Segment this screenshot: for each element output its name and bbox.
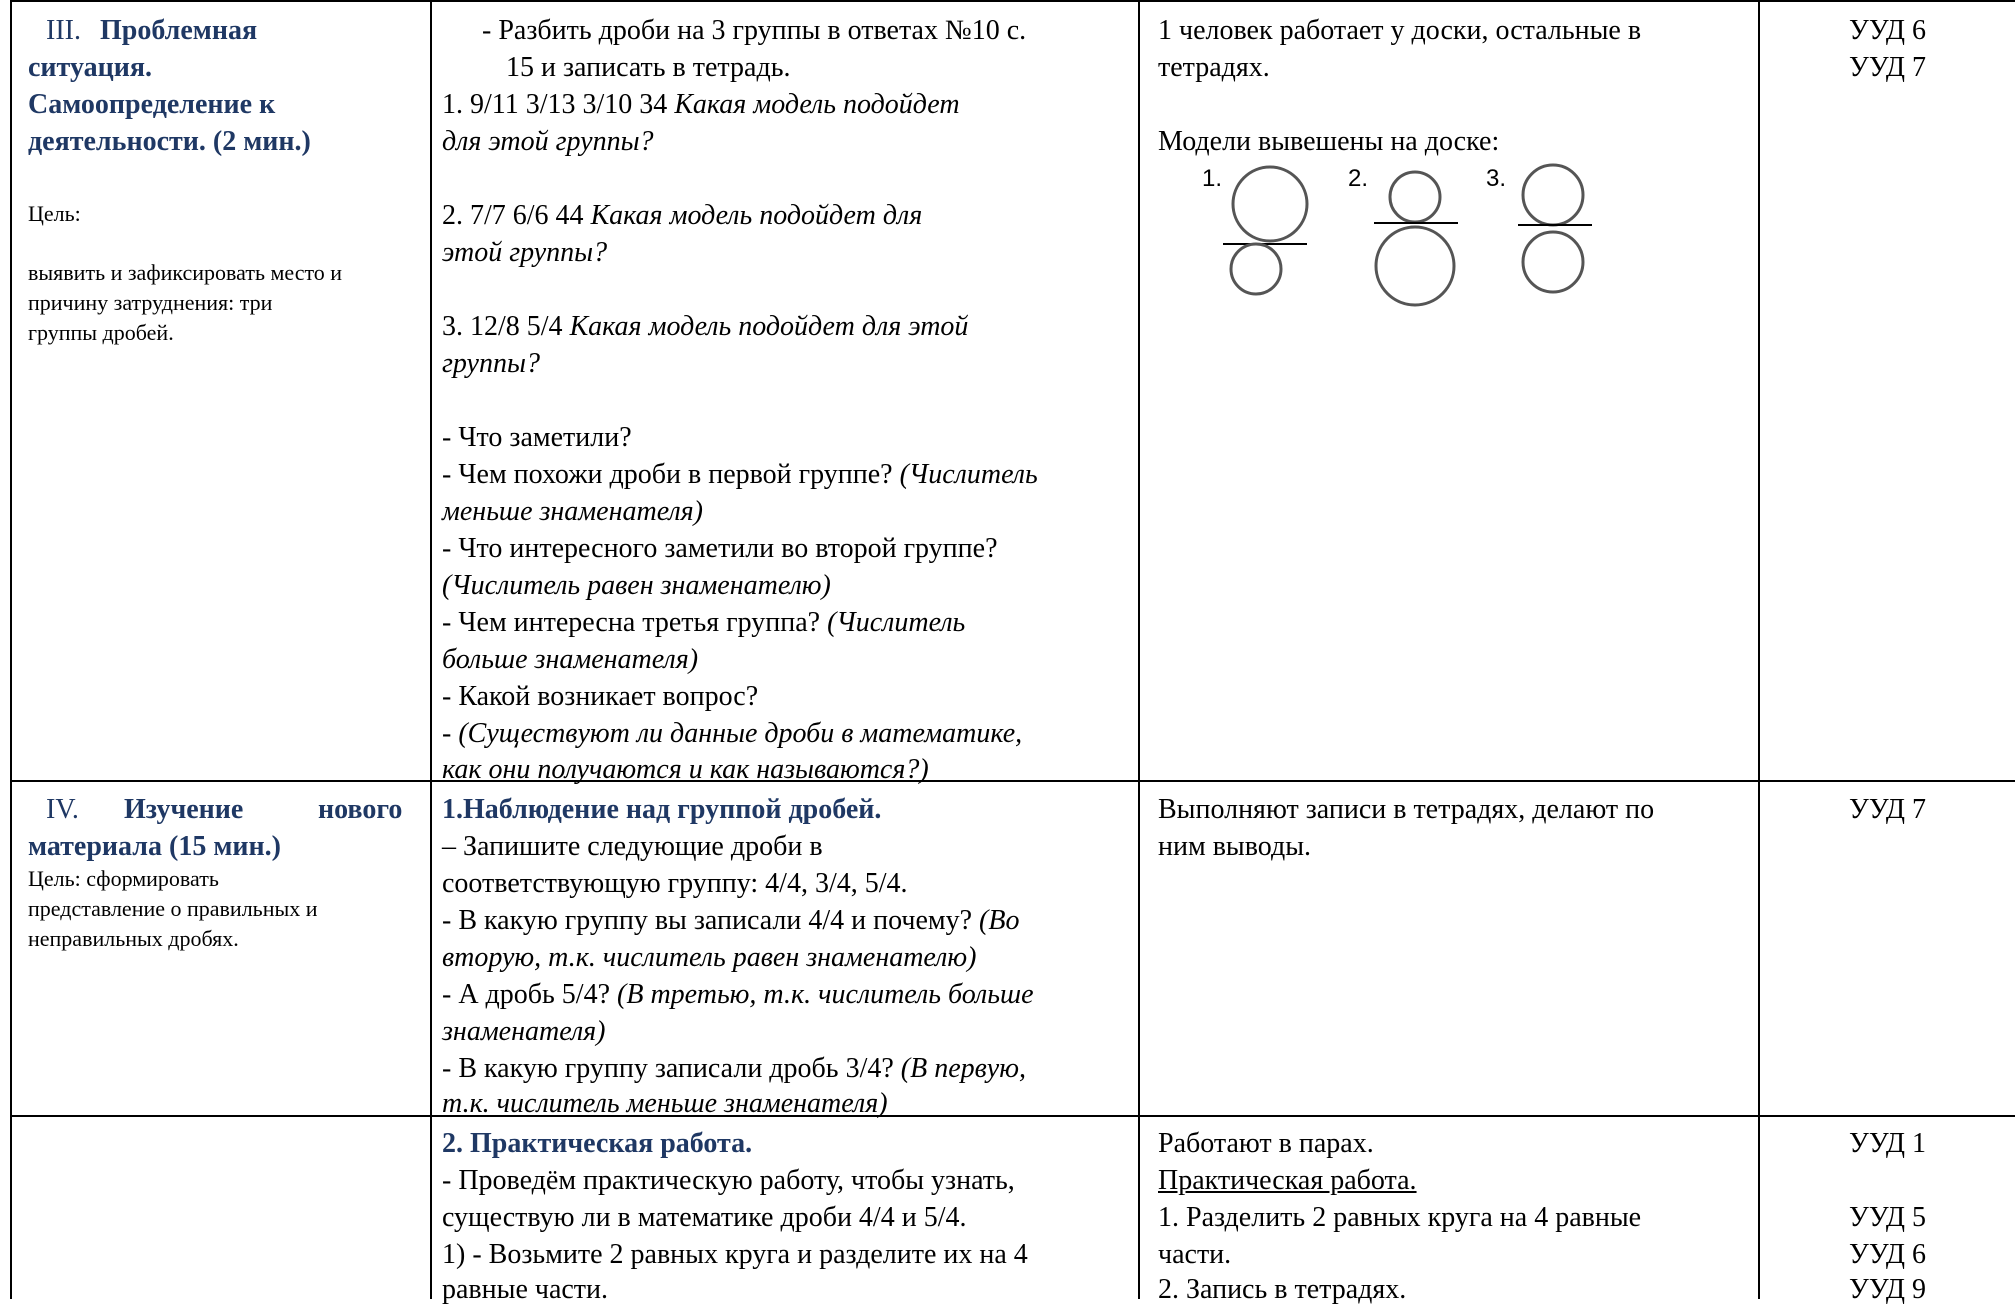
numerator-circle: [1523, 165, 1583, 225]
group-1-fractions: 1. 9/11 3/13 3/10 34: [442, 89, 675, 120]
answer-text: (Числитель: [899, 459, 1038, 490]
denominator-circle: [1376, 227, 1454, 305]
answer-text: вторую, т.к. числитель равен знаменателю): [442, 942, 977, 973]
uud-code: УУД 6: [1849, 1239, 1926, 1270]
practice-title: Практическая работа.: [1158, 1165, 1417, 1196]
table-border-left: [10, 0, 12, 1299]
model-label: 3.: [1486, 165, 1507, 192]
denominator-circle: [1231, 244, 1281, 294]
task-line: - Разбить дроби на 3 группы в ответах №10 с.: [482, 15, 1027, 46]
uud-code: УУД 7: [1849, 794, 1926, 825]
fraction-model-1: [1215, 160, 1325, 310]
model-label: 1.: [1202, 165, 1223, 192]
row-divider-1: [10, 780, 2015, 782]
numerator-circle: [1233, 167, 1307, 241]
task-line: существую ли в математике дроби 4/4 и 5/4.: [442, 1202, 967, 1233]
goal-text-line: Цель: сформировать: [28, 866, 219, 891]
task-line: 1) - Возьмите 2 равных круга и разделите их на 4: [442, 1239, 1028, 1270]
question-line: - Что заметили?: [442, 422, 632, 453]
group-2-fractions: 2. 7/7 6/6 44: [442, 200, 591, 231]
students-text-line: 2. Запись в тетрадях.: [1158, 1274, 1407, 1305]
question-line: [442, 609, 965, 637]
stage-number: IV.: [46, 794, 79, 825]
goal-text-line: группы дробей.: [28, 320, 174, 345]
group-3-fractions: 3. 12/8 5/4: [442, 311, 570, 342]
answer-text: (Числитель равен знаменателю): [442, 570, 831, 601]
column-divider-1: [430, 0, 432, 1299]
question-line: - Какой возникает вопрос?: [442, 681, 759, 712]
goal-text-line: причину затруднения: три: [28, 290, 273, 315]
models-caption: Модели вывешены на доске:: [1158, 126, 1500, 157]
answer-text: меньше знаменателя): [442, 496, 703, 527]
group-3-question: Какая модель подойдет для этой: [569, 311, 969, 342]
uud-code: УУД 9: [1849, 1274, 1926, 1305]
answer-text: (В третью, т.к. числитель больше: [617, 979, 1034, 1010]
students-text-line: части.: [1158, 1239, 1232, 1270]
answer-text: - (Существуют ли данные дроби в математике,: [442, 718, 1023, 749]
uud-code: УУД 7: [1849, 52, 1926, 83]
students-text-line: тетрадях.: [1158, 52, 1270, 83]
task-line: – Запишите следующие дроби в: [442, 831, 823, 862]
goal-label: Цель:: [28, 201, 81, 226]
goal-text-line: неправильных дробях.: [28, 926, 239, 951]
stage-title-line: ситуация.: [28, 52, 152, 83]
question-text: - В какую группу вы записали 4/4 и почему?: [442, 905, 980, 936]
answer-text: (Числитель: [827, 607, 966, 638]
students-text-line: 1 человек работает у доски, остальные в: [1158, 15, 1642, 46]
group-2-question-cont: этой группы?: [442, 237, 608, 268]
group-1-line: [442, 91, 960, 119]
stage-title-word: нового: [318, 794, 403, 825]
group-3-question-cont: группы?: [442, 348, 540, 379]
stage-number: III.: [46, 15, 81, 46]
students-text-line: Работают в парах.: [1158, 1128, 1374, 1159]
section-heading: 1.Наблюдение над группой дробей.: [442, 794, 882, 825]
answer-text: как они получаются и как называются?): [442, 754, 929, 785]
question-text: - А дробь 5/4?: [442, 979, 618, 1010]
group-3-line: [442, 313, 968, 341]
stage-title-line: материала (15 мин.): [28, 831, 281, 862]
students-text-line: 1. Разделить 2 равных круга на 4 равные: [1158, 1202, 1642, 1233]
question-line: [442, 1055, 1026, 1083]
uud-code: УУД 1: [1849, 1128, 1926, 1159]
answer-text: (Во: [979, 905, 1020, 936]
column-divider-3: [1758, 0, 1760, 1299]
goal-text-line: представление о правильных и: [28, 896, 318, 921]
students-text-line: ним выводы.: [1158, 831, 1312, 862]
group-2-line: [442, 202, 922, 230]
group-1-question-cont: для этой группы?: [442, 126, 654, 157]
question-line: [442, 907, 1019, 935]
students-text-line: Выполняют записи в тетрадях, делают по: [1158, 794, 1655, 825]
fraction-model-3: [1510, 160, 1620, 310]
answer-text: (В первую,: [900, 1053, 1026, 1084]
row-divider-2: [10, 1115, 2015, 1117]
task-line: соответствующую группу: 4/4, 3/4, 5/4.: [442, 868, 908, 899]
table-border-top: [10, 0, 2015, 2]
numerator-circle: [1390, 172, 1440, 222]
question-text: - Чем похожи дроби в первой группе?: [442, 459, 900, 490]
uud-code: УУД 6: [1849, 15, 1926, 46]
answer-text: больше знаменателя): [442, 644, 699, 675]
stage-title-line: Проблемная: [100, 15, 258, 46]
uud-code: УУД 5: [1849, 1202, 1926, 1233]
answer-text: знаменателя): [442, 1016, 606, 1047]
stage-title-word: Изучение: [124, 794, 244, 825]
question-text: - Чем интересна третья группа?: [442, 607, 828, 638]
column-divider-2: [1138, 0, 1140, 1299]
question-line: - Что интересного заметили во второй группе?: [442, 533, 998, 564]
stage-title-line: деятельности. (2 мин.): [28, 126, 311, 157]
section-heading: 2. Практическая работа.: [442, 1128, 753, 1159]
question-text: - В какую группу записали дробь 3/4?: [442, 1053, 901, 1084]
stage-title-line: Самоопределение к: [28, 89, 276, 120]
denominator-circle: [1523, 232, 1583, 292]
question-line: [442, 461, 1038, 489]
task-line: - Проведём практическую работу, чтобы узнать,: [442, 1165, 1015, 1196]
group-1-question: Какая модель подойдет: [674, 89, 960, 120]
goal-text-line: выявить и зафиксировать место и: [28, 260, 343, 285]
task-line: 15 и записать в тетрадь.: [506, 52, 791, 83]
model-label: 2.: [1348, 165, 1369, 192]
fraction-model-2: [1366, 165, 1476, 315]
group-2-question: Какая модель подойдет для: [590, 200, 923, 231]
question-line: [442, 981, 1034, 1009]
answer-text: т.к. числитель меньше знаменателя): [442, 1088, 888, 1119]
task-line: равные части.: [442, 1274, 609, 1305]
